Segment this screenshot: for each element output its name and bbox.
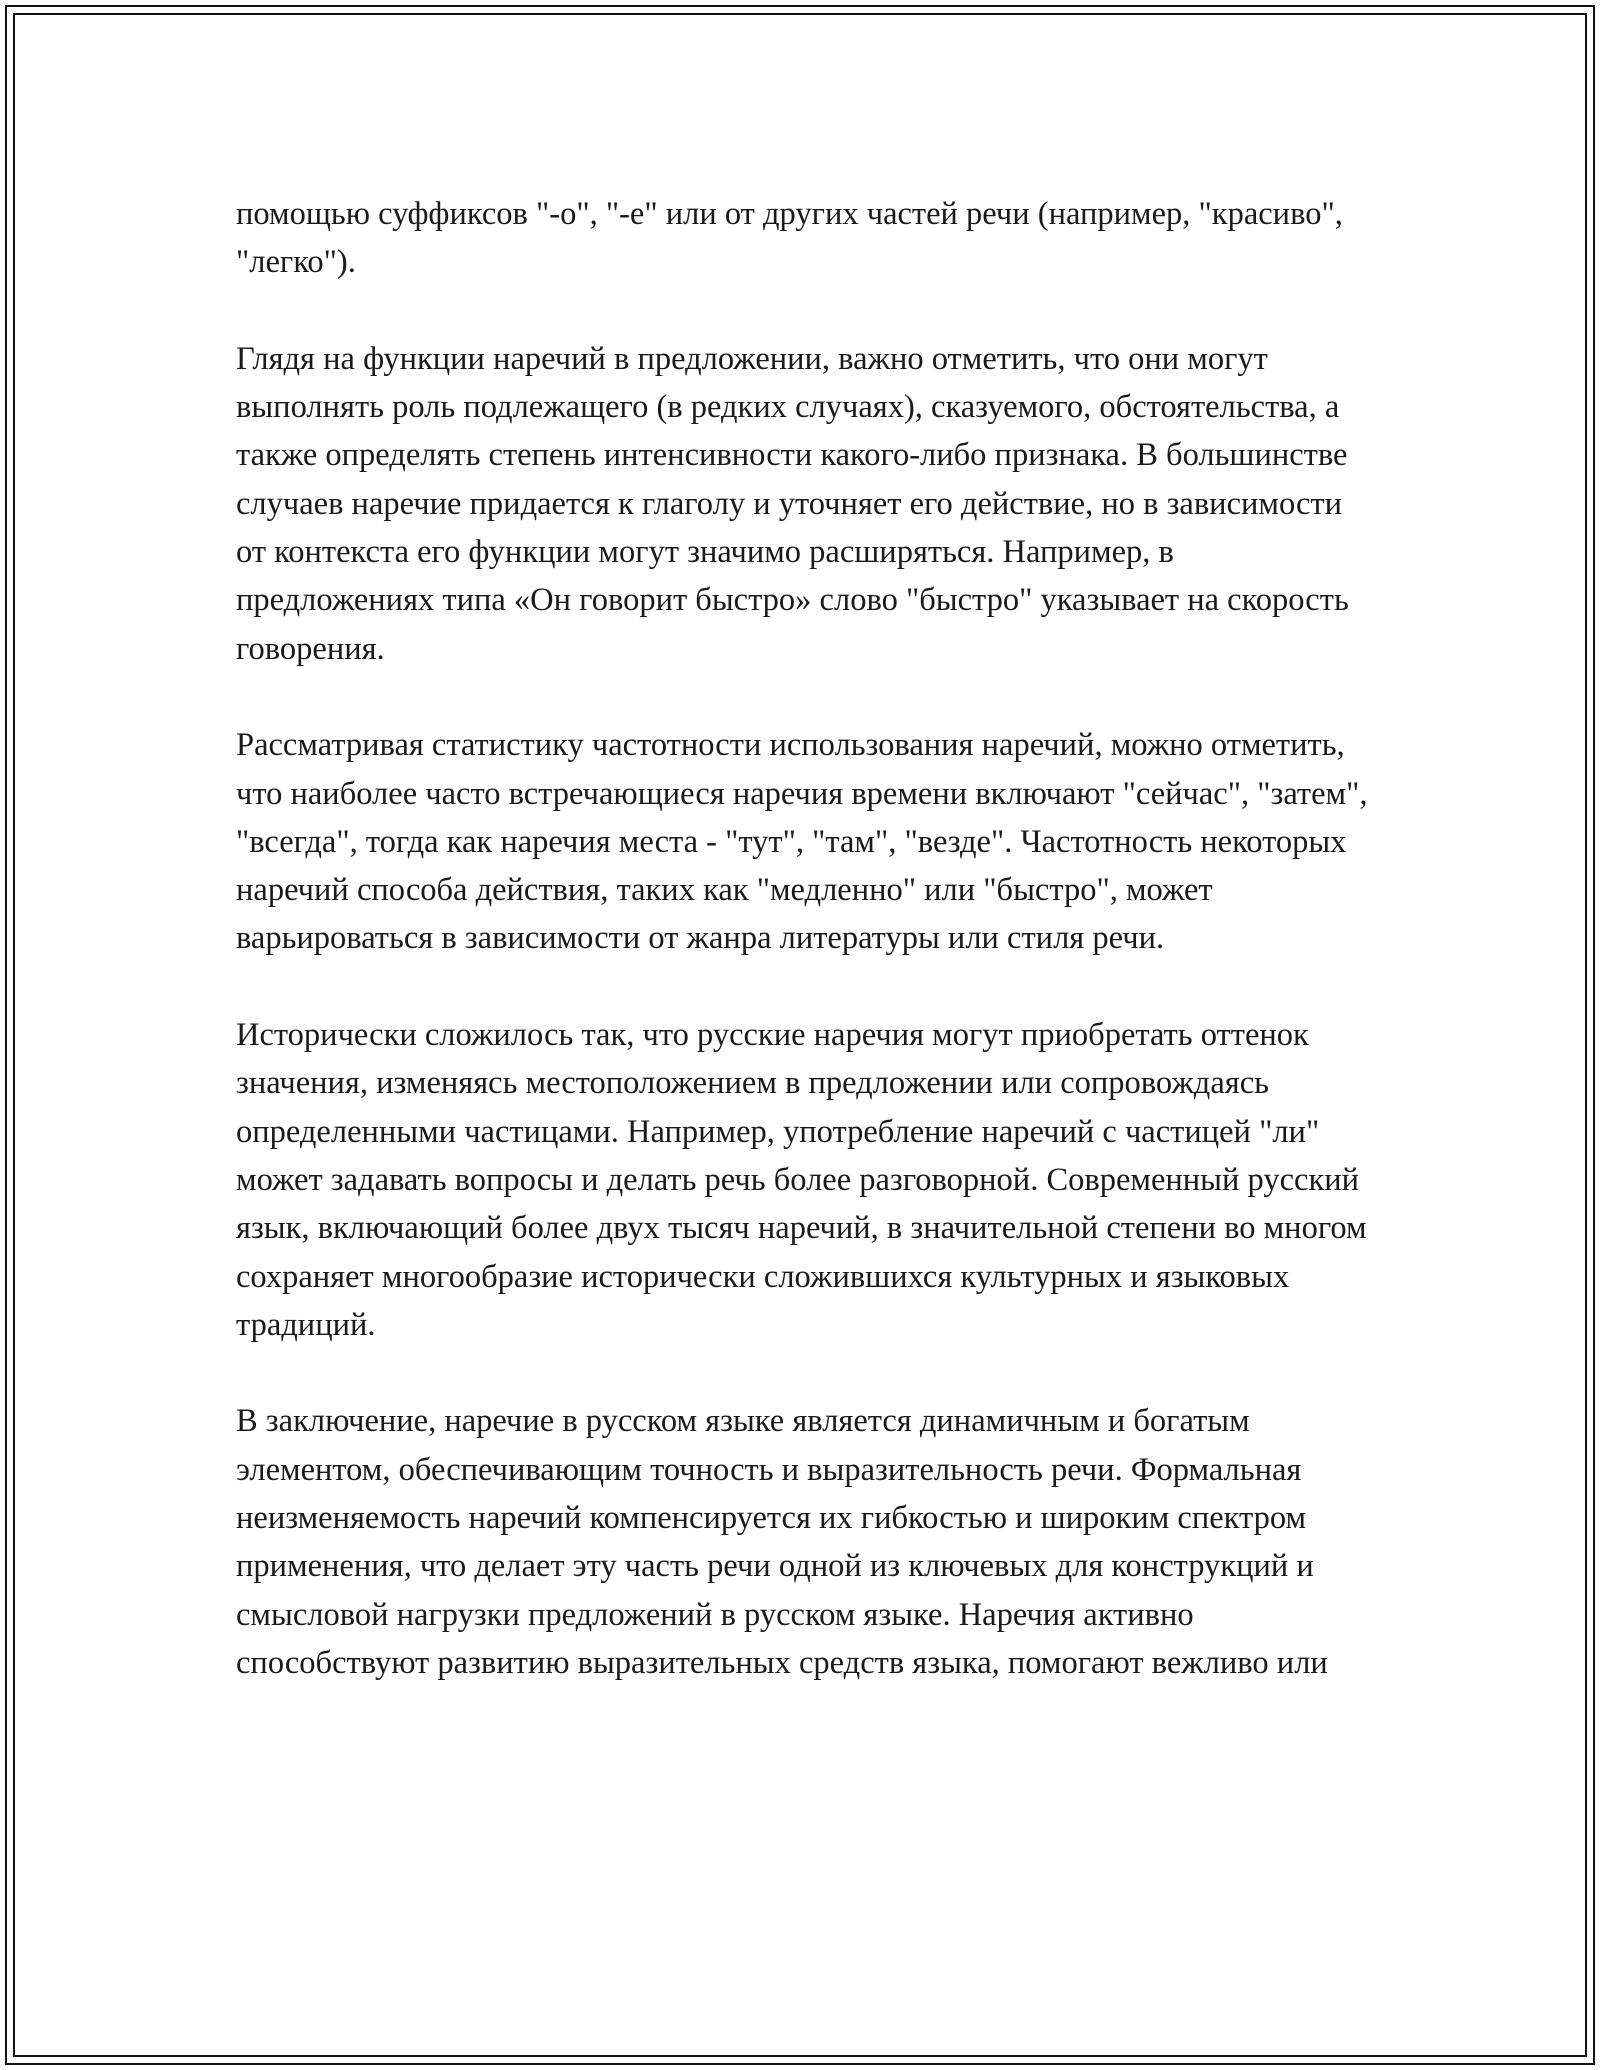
document-body (236, 190, 1376, 1736)
paragraph-4: Исторически сложилось так, что русские наречия могут приобретать оттенок значения, изменяясь местоположением в предложении или сопровождаясь определенными частицами. Например, употребление наречий с частицей "ли" может задавать вопросы и делать речь более разговорной. Современный русский язык, включающий более двух тысяч наречий, в значительной степени во многом сохраняет многообразие исторически сложившихся культурных и языковых традиций. (236, 1017, 1367, 1343)
paragraph-3: Рассматривая статистику частотности использования наречий, можно отметить, что наиболее часто встречающиеся наречия времени включают "сейчас", "затем", "всегда", тогда как наречия места - "тут", "там", "везде". Частотность некоторых наречий способа действия, таких как "медленно" или "быстро", может варьироваться в зависимости от жанра литературы или стиля речи. (236, 727, 1368, 957)
paragraph-2: Глядя на функции наречий в предложении, важно отметить, что они могут выполнять роль подлежащего (в редких случаях), сказуемого, обстоятельства, а также определять степень интенсивности какого-либо признака. В большинстве случаев наречие придается к глаголу и уточняет его действие, но в зависимости от контекста его функции могут значимо расширяться. Например, в предложениях типа «Он говорит быстро» слово "быстро" указывает на скорость говорения. (236, 340, 1349, 667)
paragraph-5: В заключение, наречие в русском языке является динамичным и богатым элементом, обеспечивающим точность и выразительность речи. Формальная неизменяемость наречий компенсируется их гибкостью и широким спектром применения, что делает эту часть речи одной из ключевых для конструкций и смысловой нагрузки предложений в русском языке. Наречия активно способствуют развитию выразительных средств языка, помогают вежливо или (236, 1403, 1328, 1681)
paragraph-1: помощью суффиксов "-о", "-е" или от других частей речи (например, "красиво", "легко"). (236, 196, 1343, 281)
